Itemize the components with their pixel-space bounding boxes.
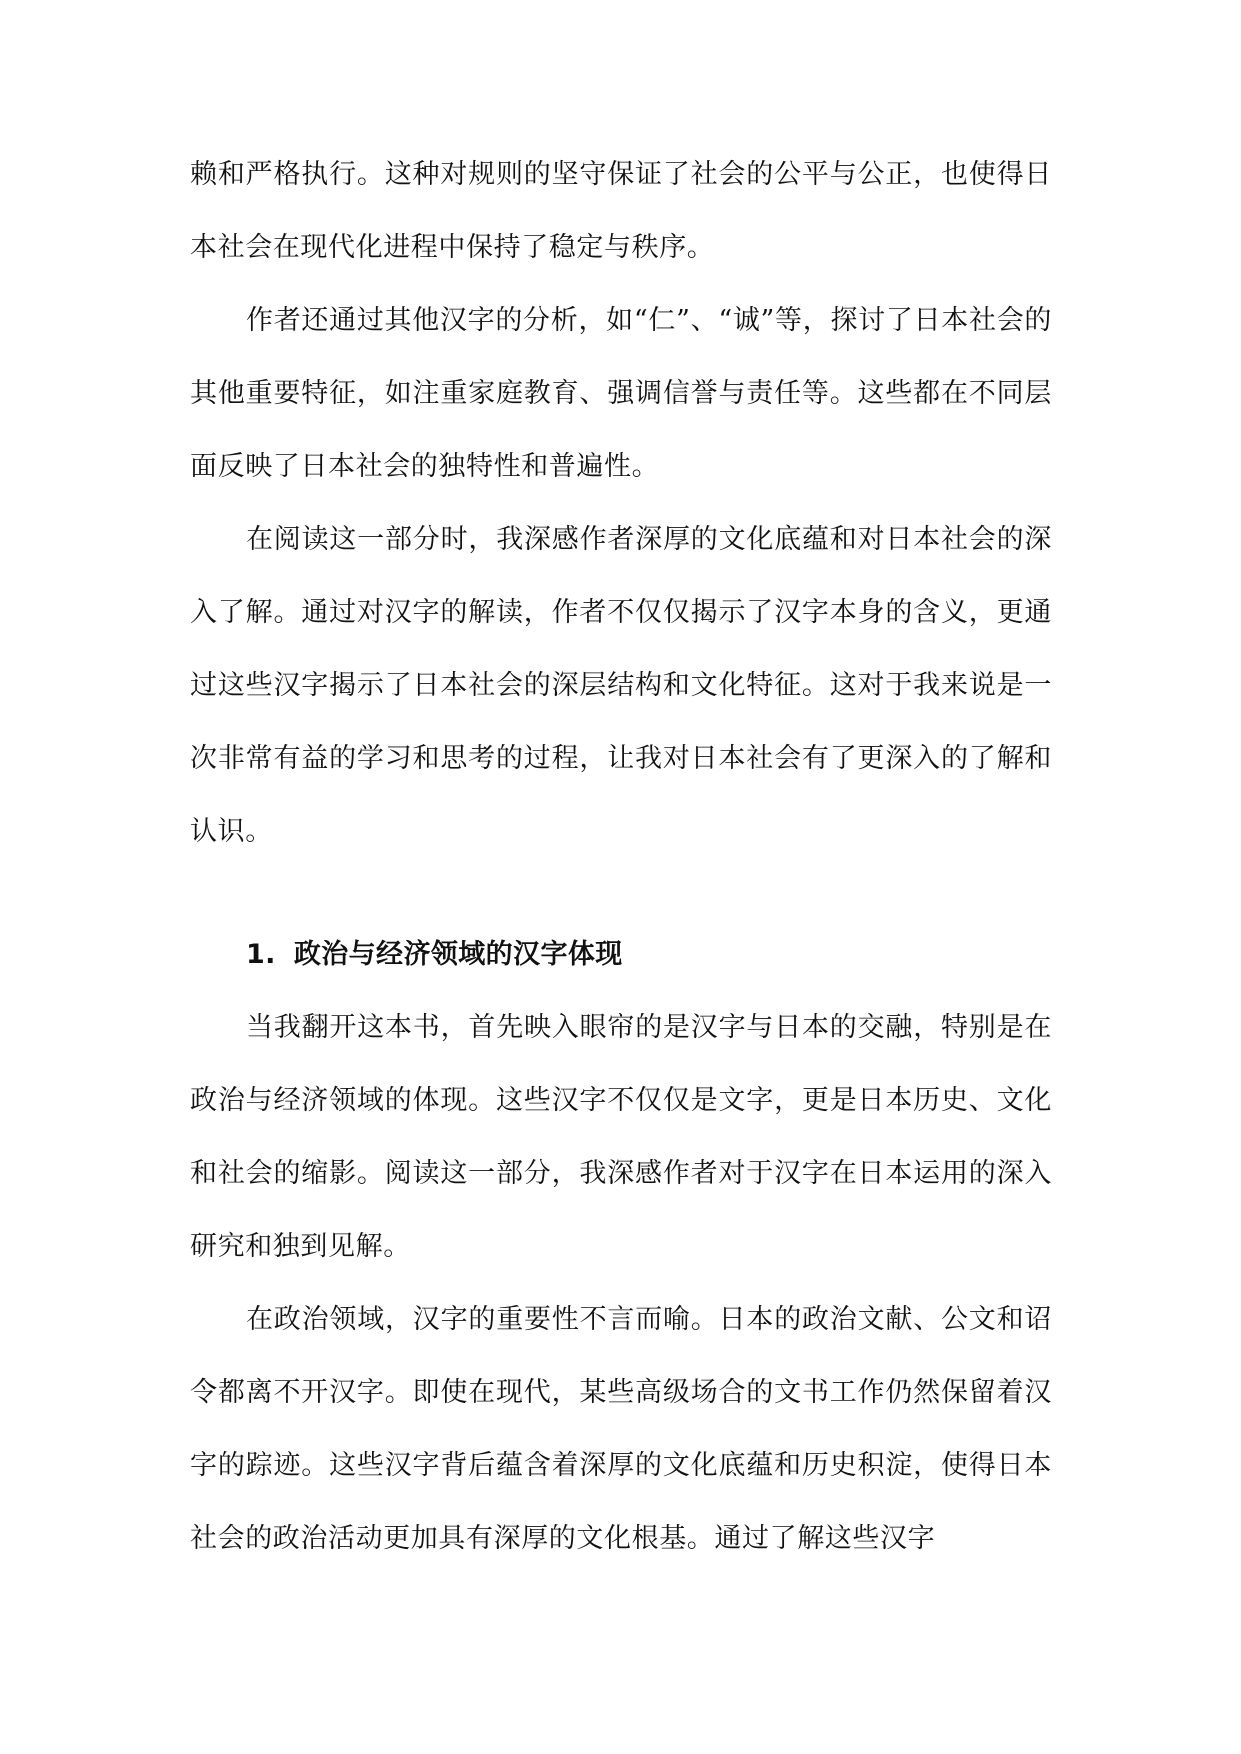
paragraph-reading-reflection: 在阅读这一部分时，我深感作者深厚的文化底蕴和对日本社会的深入了解。通过对汉字的解读，作者不仅仅揭示了汉字本身的含义，更通过这些汉字揭示了日本社会的深层结构和文化特征。这对于我来说是一次非常有益的学习和思考的过程，让我对日本社会有了更深入的了解和认识。	[190, 524, 1052, 847]
paragraph-rules-continuation: 赖和严格执行。这种对规则的坚守保证了社会的公平与公正，也使得日本社会在现代化进程中保持了稳定与秩序。	[190, 159, 1052, 263]
paragraph-politics-economy-intro: 当我翻开这本书，首先映入眼帘的是汉字与日本的交融，特别是在政治与经济领域的体现。这些汉字不仅仅是文字，更是日本历史、文化和社会的缩影。阅读这一部分，我深感作者对于汉字在日本运用的深入研究和独到见解。	[190, 1012, 1052, 1262]
section-heading	[190, 918, 1052, 991]
section-heading-number: 1.	[246, 939, 276, 970]
document-body	[190, 138, 1052, 1575]
section-heading-title: 政治与经济领域的汉字体现	[293, 939, 623, 970]
paragraph-other-characters: 作者还通过其他汉字的分析，如“仁”、“诚”等，探讨了日本社会的其他重要特征，如注重家庭教育、强调信誉与责任等。这些都在不同层面反映了日本社会的独特性和普遍性。	[190, 305, 1052, 482]
paragraph-politics-domain: 在政治领域，汉字的重要性不言而喻。日本的政治文献、公文和诏令都离不开汉字。即使在现代，某些高级场合的文书工作仍然保留着汉字的踪迹。这些汉字背后蕴含着深厚的文化底蕴和历史积淀，使得日本社会的政治活动更加具有深厚的文化根基。通过了解这些汉字	[190, 1304, 1052, 1554]
